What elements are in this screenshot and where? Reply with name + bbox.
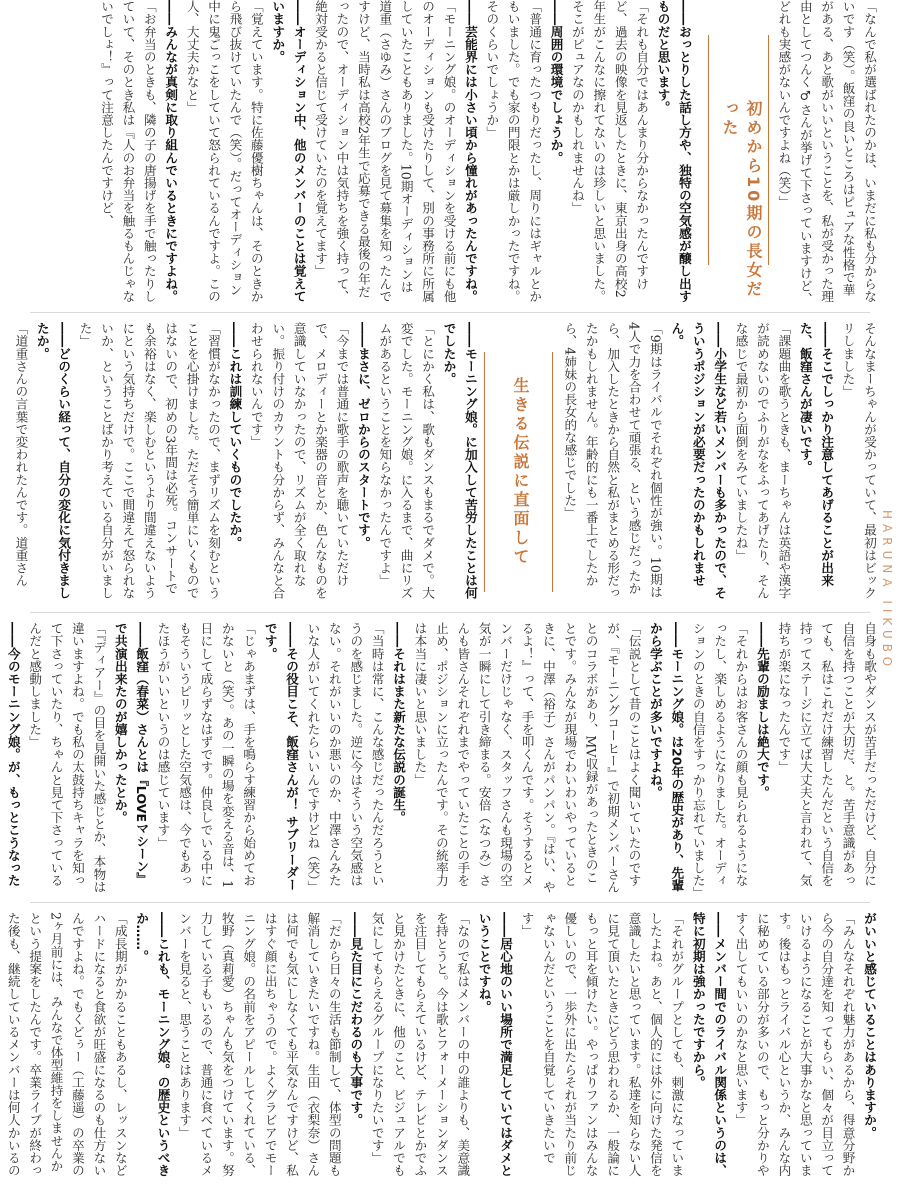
interview-answer: 「当時は常に、こんな感じだったんだろうというのを感じました。逆に今はそういう空気感はない。それがいいのか悪いのか、中澤さんみたいな人がいてくれたらいいんですけどね（笑）」 — [305, 622, 385, 893]
interview-question: ――まさに、ゼロからのスタートです。 — [355, 322, 371, 549]
tier-divider — [30, 612, 870, 613]
interview-answer: 「9期はライバルでそれぞれ個性が強い。10期は4人で力を合わせて頑張る、という感じだったから、加入したときから自然と私がまとめる形だったかもしれません。年齢的にも一番上でしたから、4姉妹の長女的な感じでした」 — [562, 322, 663, 600]
section-headline-2: 生きる伝説に直面して — [511, 377, 530, 567]
headline-rule — [708, 35, 709, 265]
interview-question: ――これは訓練していくものでしたか。 — [227, 322, 243, 549]
interview-question: ――飯窪（春菜）さんとは『LOVEマシーン』で共演出来たのが嬉しかったとか。 — [112, 622, 150, 886]
interview-answer: 「習慣がなかったので、まずリズムを刻むということを心掛けました。ただそう簡単にいくものではないので、初めの3年間は必死。コンサートでも余裕はなく、楽しむというより間違えないようにという気持ちだけで。ここで間違えて怒られないか、ということばかり考えている自分がいました」 — [77, 322, 222, 600]
interview-answer: 「伝説として昔のことはよく聞いていたのですが、『モーニングコーヒー』で初期メンバーさんとのコラボがあり、MV収録があったときのことです。みんなが現場でわいわいやっているときに、中澤（裕子）さんがパンパン。『はい、やるよ！』って、手を叩くんです。そうするとメンバーだけじゃなく、スタッフさんも現場の空気が一瞬にして引き締まる。安倍（なつみ）さんも皆さんそれぞれまでやっていたことの手を止め、ポジションに立ったんです。その統率力は本当に凄いと思いました」 — [412, 622, 642, 893]
interview-question: ――小学生など若いメンバーも多かったので、そういうポジションが必要だったのかもしれません。 — [669, 322, 728, 600]
interview-question: がいいと感じていることはありますか。 — [862, 912, 877, 1139]
interview-answer: 「覚えています。特に佐藤優樹ちゃんは、そのときから飛び抜けていたんで（笑）。だってオーディション中に鬼ごっこをしていて怒られているんですよ。この人、大丈夫かなと」 — [184, 0, 264, 303]
interview-answer: 「なので私はメンバーの中の誰よりも、美意識を持とうと。今は歌とフォーメーションダンスを注目してもらえているけど、テレビとかでふと見かけたときに、他のこと、ビジュアルでも気にしてもらえるグループになりたいです」 — [369, 912, 471, 1177]
tier-divider — [30, 312, 870, 313]
tier-divider — [30, 902, 870, 903]
interview-question: ――先輩の励ましは絶大です。 — [754, 622, 770, 799]
interview-answer: 「だから日々の生活も節制して、体型の問題も解消していきたいですね。生田（衣梨奈）さんは何でも気にしなくても平気なんですけど、私はすぐ顔に出ちゃうので。よくグラビアでモーニング娘。の名前をアピールしてくれている、牧野（真莉愛）ちゃんも気をつけています。努力している子もいるので、普通に食べているメンバーを見ると、思うことはあります」 — [177, 912, 342, 1177]
interview-answer: 「モーニング娘。のオーディションを受ける前にも他のオーディションも受けたりして、別の事務所に所属していたこともありました。10期オーディションは道重（さゆみ）さんのブログを見て募集を知ったんですけど、当時私は高校2年生で応募できる最後の年だったので、オーディション中は気持ちを強く持って、絶対受かると信じて受けていたのを覚えてます」 — [313, 0, 457, 303]
interview-question: ――周囲の環境でしょうか。 — [548, 0, 564, 164]
headline-rule — [768, 35, 769, 265]
article-columns-4 — [5, 912, 880, 1182]
interview-question: ――メンバー間でのライバル関係というのは、特に初期は強かったですから。 — [690, 912, 728, 1177]
interview-answer: 「『ディアー』の目を見開いた感じとか、本物は違いますよね。でも私の太鼓持ちキャラを知って下さっていたり、ちゃんと見て下さっているんだと感動しました」 — [27, 622, 107, 893]
interview-answer: 「それからはお客さんの顔も見られるようになったし、楽しめるようになりました。オーディションのときの自信をすっかり忘れていました」 — [690, 622, 749, 900]
interview-answer: 「成長期がかかることもあるし、レッスンなどハードになると食欲が旺盛になるのも仕方ないんですよね。でもくどぅー（工藤遥）の卒業の2ヶ月前には、みんなで体型維持をしませんかという提案をしたんです。卒業ライブが終わった後も、継続しているメンバーは何人かいるの — [5, 912, 128, 1177]
article-columns-3 — [5, 622, 880, 900]
interview-answer: 「なんで私が選ばれたのかは、いまだに私も分からないです（笑）。飯窪の良いところはピュアな性格で華がある、あと歌がいいということを、私が受かった理由としてつんく♂さんが挙げて下さっていますけど、どれも実感がないんですよね（笑）」 — [776, 0, 877, 305]
vertical-name-label: HARUNA IIKUBO — [880, 510, 894, 672]
tier-4 — [5, 912, 880, 1182]
interview-question: ――これも、モーニング娘。の歴史というべきか……。 — [134, 912, 171, 1177]
interview-answer: 「じゃあまずは、手を鳴らす練習から始めておかないと（笑）。あの一瞬の場を変える音は、1日にして成らずなはずです。仲良しでいる中にもそういうピリッとした空気感は、今でもあったほうがいいというのは感じています」 — [155, 622, 257, 889]
interview-question: ――どのくらい経って、自分の変化に気付きましたか。 — [34, 322, 72, 600]
interview-question: ――おっとりした話し方や、独特の空気感が醸し出すものだと思います。 — [655, 0, 692, 303]
interview-answer: そんなまーちゃんが受かっていて、最初はビックリしました」 — [840, 322, 877, 600]
interview-question: ――モーニング娘。は20年の歴史があり、先輩から学ぶことが多いですよね。 — [647, 622, 685, 892]
interview-question: ――見た目にこだわるのも大事です。 — [348, 912, 364, 1127]
interview-answer: 「お弁当のときも、隣の子の唐揚げを手で触ったりしていて、そのとき私は『人のお弁当を触るもんじゃないでしょ！』って注意したんですけど、 — [99, 0, 157, 303]
headline-rule — [484, 352, 485, 592]
interview-answer: 「とにかく私は、歌もダンスもまるでダメで。大変でした。モーニング娘。に入るまで、曲にリズムがあるということを知らなかったんですよ」 — [377, 322, 436, 600]
tier-1 — [22, 0, 880, 305]
interview-answer: 「それも自分ではあんまり分からなかったんですけど、過去の映像を見返したときに、東京出身の高校2年生がこんなに擦れてないのは珍しいと思いました。そこがピュアなのかもしれませんね」 — [569, 0, 650, 303]
interview-answer: 「それがグループとしても、刺激になっていましたよね。あと、個人的には外に向けた発信を意識したいと思っています。私達を知らない人に見て頂いたときにどう思われるか、一般論にもっと耳を傾けたい。やっぱりファンはみんな優しいので、一歩外に出たらそれが当たり前じゃないんだということを自覚していきたいです」 — [519, 912, 685, 1177]
tier-3 — [5, 622, 880, 900]
interview-question: ――それはまた新たな伝説の誕生。 — [391, 622, 407, 824]
interview-answer: 「課題曲を歌うときも、まーちゃんは英語や漢字が読めないのでふりがなをふってあげたり、そんな感じで最初から面倒をみていましたね」 — [733, 322, 792, 600]
interview-question: ――みんなが真剣に取り組んでいるときにですよね。 — [163, 0, 179, 303]
interview-answer: 自身も歌やダンスが苦手だっただけど、自分に自信を持つことが大切だ、と。苦手意識があっても、私はこれだけ練習したんだという自信を持ってステージに立てば大丈夫と言われて、気持ちが楽になったんです」 — [776, 622, 877, 887]
interview-answer: 「今までは普通に歌手の歌声を聴いていただけで、メロディーとか楽器の音とか、色んなものを意識していなかったので、リズムが全く取れない。振り付けのカウントも分からず、みんなと合わせられないんです」 — [248, 322, 350, 600]
interview-question: ――オーディション中、他のメンバーのことは覚えていますか。 — [270, 0, 307, 303]
tier-2 — [13, 322, 880, 602]
interview-question: ――芸能界には小さい頃から憧れがあったんですね。 — [462, 0, 478, 303]
interview-question: ――居心地のいい場所で満足していてはダメということですね。 — [476, 912, 514, 1177]
interview-question: ――今のモーニング娘。が、もっとこうなった — [5, 622, 21, 887]
article-columns-2 — [13, 322, 880, 602]
interview-question: ――その役目こそ、飯窪さんが！ サブリーダーです。 — [262, 622, 300, 891]
interview-answer: 「普通に育ったつもりだったし、周りにはギャルとかもいました。でも家の門限とかは厳しかったですね。そのくらいでしょうか」 — [484, 0, 543, 303]
interview-question: ――そこでしっかり注意してあげることが出来た、飯窪さんが凄いです。 — [797, 322, 835, 587]
interview-answer: 「道重さんの言葉で変われたんです。道重さん — [13, 322, 29, 587]
section-headline-1: 初めから10期の長女だった — [720, 100, 763, 300]
interview-answer: 「みんなそれぞれ魅力があるから、得意分野から今の自分達を知ってもらい、個々が目立っていけるようになることが大事かなと思っています。後はもっとライバル心というか、みんな内に秘めている部分が多いので、もっと分かりやすく出してもいいのかなと思います」 — [733, 912, 856, 1177]
interview-question: ――モーニング娘。に加入して苦労したことは何でしたか。 — [441, 322, 478, 600]
headline-rule — [552, 352, 553, 592]
